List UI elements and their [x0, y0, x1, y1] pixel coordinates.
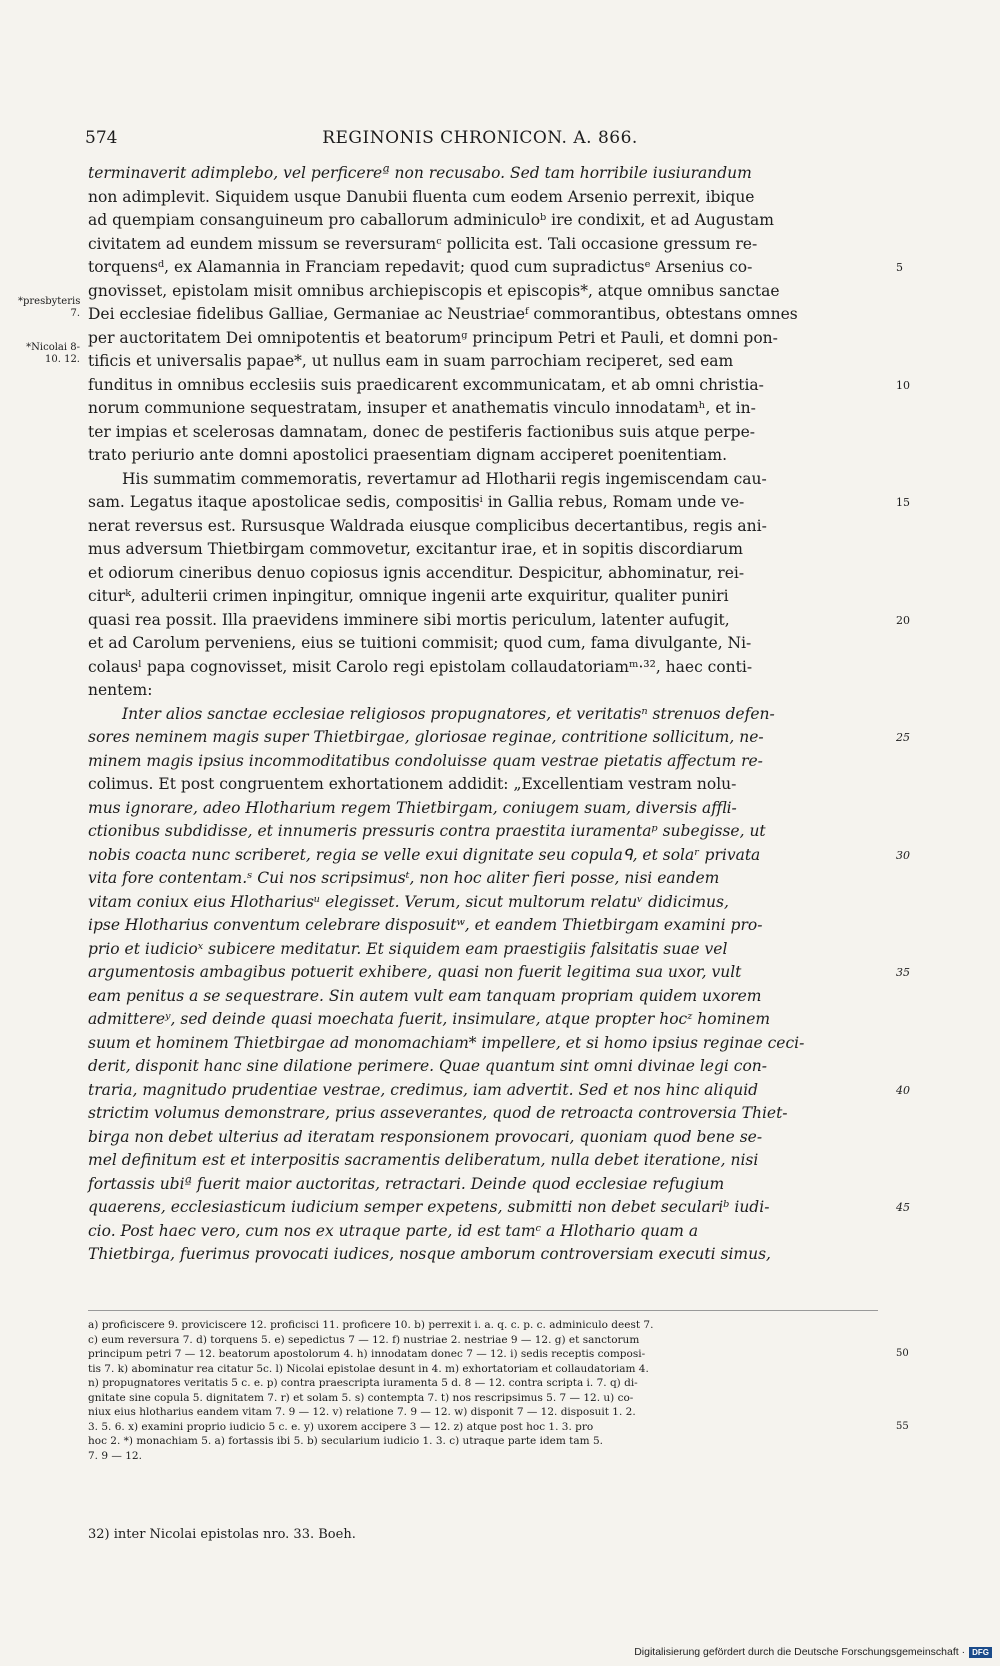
line-text: ter impias et scelerosas damnatam, donec de pestiferis factionibus suis atque perpe- — [88, 422, 756, 441]
line-text: mus adversum Thietbirgam commovetur, excitantur irae, et in sopitis discordiarum — [88, 540, 743, 558]
text-line — [88, 209, 878, 233]
line-text: suum et hominem Thietbirgae ad monomachiam* impellere, et si homo ipsius reginae ceci- — [88, 1033, 805, 1052]
margin-note: *Nicolai 8-10. 12. — [26, 342, 80, 365]
line-text: et ad Carolum perveniens, eius se tuitioni commisit; quod cum, fama divulgante, Ni- — [88, 634, 752, 652]
text-line — [88, 703, 878, 727]
credit-text: Digitalisierung gefördert durch die Deutsche Forschungsgemeinschaft · — [634, 1646, 966, 1658]
apparatus-line — [88, 1405, 878, 1420]
text-line — [88, 867, 878, 891]
line-text: traria, magnitudo prudentiae vestrae, credimus, iam advertit. Sed et nos hinc aliquid — [88, 1080, 759, 1099]
line-number: 55 — [896, 1420, 909, 1432]
line-text: strictim volumus demonstrare, prius asseverantes, quod de retroacta controversia Thiet- — [88, 1104, 788, 1122]
apparatus-text: principum petri 7 — 12. beatorum apostolorum 4. h) innodatam donec 7 — 12. i) sedis receptis composi- — [88, 1348, 646, 1360]
text-line — [88, 985, 878, 1009]
apparatus-text: gnitate sine copula 5. dignitatem 7. r) et solam 5. s) contempta 7. t) nos rescripsimus 5. 7 — 12. u) co- — [88, 1391, 634, 1404]
text-line — [88, 1220, 878, 1244]
text-line — [88, 397, 878, 421]
line-text: nerat reversus est. Rursusque Waldrada eiusque complicibus decertantibus, regis ani- — [88, 516, 767, 535]
text-line — [88, 233, 878, 257]
line-text: norum communione sequestratam, insuper et anathematis vinculo innodatamʰ, et in- — [88, 399, 756, 417]
line-text: non adimplevit. Siquidem usque Danubii fluenta cum eodem Arsenio perrexit, ibique — [88, 187, 755, 206]
text-line — [88, 162, 878, 186]
dfg-logo-icon: DFG — [969, 1647, 992, 1658]
line-number: 20 — [896, 613, 910, 627]
text-line — [88, 726, 910, 750]
text-line — [88, 421, 878, 445]
line-text: sores neminem magis super Thietbirgae, gloriosae reginae, contritione sollicitum, ne- — [88, 728, 764, 746]
text-line — [88, 186, 878, 210]
apparatus-text: niux eius hlotharius eandem vitam 7. 9 — 12. v) relatione 7. 9 — 12. w) disponit 7 — 12. disposuit 1. 2. — [88, 1406, 636, 1418]
margin-note: *presbyteris 7. — [18, 296, 81, 319]
text-line — [88, 444, 878, 468]
apparatus-line — [88, 1362, 878, 1377]
critical-apparatus — [88, 1318, 909, 1463]
text-line — [88, 820, 878, 844]
page-header — [85, 128, 875, 152]
line-text: vitam coniux eius Hlothariusᵘ elegisset. Verum, sicut multorum relatuᵛ didicimus, — [88, 892, 729, 911]
apparatus-line — [88, 1318, 878, 1333]
text-line — [88, 1032, 878, 1056]
text-line — [88, 773, 878, 797]
apparatus-text: 7. 9 — 12. — [88, 1449, 142, 1462]
text-line — [88, 632, 878, 656]
line-text: tificis et universalis papae*, ut nullus eam in suam parrochiam reciperet, sed eam — [88, 352, 734, 370]
apparatus-line — [88, 1434, 878, 1449]
text-line — [88, 656, 878, 680]
line-text: argumentosis ambagibus potuerit exhibere, quasi non fuerit legitima sua uxor, vult — [88, 963, 742, 981]
line-text: colimus. Et post congruentem exhortationem addidit: „Excellentiam vestram nolu- — [88, 775, 737, 793]
line-text: Thietbirga, fuerimus provocati iudices, nosque amborum controversiam executi simus, — [88, 1245, 771, 1263]
apparatus-line — [88, 1347, 909, 1362]
apparatus-line — [88, 1333, 878, 1348]
line-text: vita fore contentam.ˢ Cui nos scripsimusᵗ, non hoc aliter fieri posse, nisi eandem — [88, 869, 720, 887]
text-line — [88, 1243, 878, 1267]
text-line — [88, 256, 903, 280]
line-text: birga non debet ulterius ad iteratam responsionem provocari, quoniam quod bene se- — [88, 1127, 763, 1146]
apparatus-line — [88, 1449, 878, 1464]
divider — [88, 1310, 878, 1311]
apparatus-text: a) proficiscere 9. proviciscere 12. proficisci 11. proficere 10. b) perrexit i. a. q. c. p. c. adminiculo deest 7. — [88, 1319, 654, 1331]
line-number: 30 — [896, 848, 910, 862]
text-line — [88, 491, 910, 515]
text-line — [88, 1173, 878, 1197]
text-line — [88, 891, 878, 915]
line-text: funditus in omnibus ecclesiis suis praedicarent excommunicatam, et ab omni christia- — [88, 375, 764, 394]
line-number: 40 — [896, 1083, 910, 1097]
line-text: civitatem ad eundem missum se reversuramᶜ pollicita est. Tali occasione gressum re- — [88, 234, 758, 253]
text-line — [88, 797, 878, 821]
line-text: terminaverit adimplebo, vel perficereª non recusabo. Sed tam horribile iusiurandum — [88, 164, 752, 182]
line-text: ad quempiam consanguineum pro caballorum adminiculoᵇ ire condixit, et ad Augustam — [88, 211, 774, 229]
apparatus-text: hoc 2. *) monachiam 5. a) fortassis ibi 5. b) secularium iudicio 1. 3. c) utraque parte idem tam 5. — [88, 1435, 603, 1447]
text-line — [88, 327, 878, 351]
line-number: 25 — [896, 731, 910, 744]
line-text: nobis coacta nunc scriberet, regia se velle exui dignitate seu copulaᑫ, et solaʳ privata — [88, 845, 761, 864]
line-text: trato periurio ante domni apostolici praesentiam dignam acciperet poenitentiam. — [88, 446, 728, 464]
line-text: torquensᵈ, ex Alamannia in Franciam repedavit; quod cum supradictusᵉ Arsenius co- — [88, 258, 753, 276]
line-text: His summatim commemoratis, revertamur ad Hlotharii regis ingemiscendam cau- — [122, 469, 767, 488]
text-line — [88, 750, 878, 774]
text-line — [88, 538, 878, 562]
text-line — [88, 585, 878, 609]
line-text: prio et iudicioˣ subicere meditatur. Et siquidem eam praestigiis falsitatis suae vel — [88, 939, 728, 958]
text-line — [88, 280, 878, 304]
text-line — [88, 1079, 910, 1103]
line-text: sam. Legatus itaque apostolicae sedis, compositisⁱ in Gallia rebus, Romam unde ve- — [88, 493, 745, 511]
text-line — [88, 374, 910, 398]
text-line — [88, 844, 910, 868]
line-text: ipse Hlotharius conventum celebrare disposuitʷ, et eandem Thietbirgam examini pro- — [88, 916, 763, 934]
line-number: 45 — [896, 1201, 910, 1214]
line-text: minem magis ipsius incommoditatibus condoluisse quam vestrae pietatis affectum re- — [88, 751, 763, 770]
line-text: eam penitus a se sequestrare. Sin autem vult eam tanquam propriam quidem uxorem — [88, 986, 762, 1005]
apparatus-text: n) propugnatores veritatis 5 c. e. p) contra praescripta iuramenta 5 d. 8 — 12. contra scripta i. 7. q) di- — [88, 1377, 638, 1389]
running-title: REGINONIS CHRONICON. A. 866. — [322, 128, 638, 148]
line-text: gnovisset, epistolam misit omnibus archiepiscopis et episcopis*, atque omnibus sanctae — [88, 281, 780, 300]
apparatus-line — [88, 1376, 878, 1391]
text-line — [88, 515, 878, 539]
line-number: 5 — [896, 261, 903, 274]
line-text: per auctoritatem Dei omnipotentis et beatorumᵍ principum Petri et Pauli, et domni pon- — [88, 328, 778, 347]
text-line — [88, 350, 878, 374]
apparatus-text: 3. 5. 6. x) examini proprio iudicio 5 c. e. y) uxorem accipere 3 — 12. z) atque post hoc 1. 3. pro — [88, 1420, 594, 1433]
apparatus-line — [88, 1420, 909, 1435]
apparatus-text: c) eum reversura 7. d) torquens 5. e) sepedictus 7 — 12. f) nustriae 2. nestriae 9 — 12. g) et sanctorum — [88, 1333, 640, 1346]
line-text: et odiorum cineribus denuo copiosus ignis accenditur. Despicitur, abhominatur, rei- — [88, 563, 745, 582]
text-line — [88, 914, 878, 938]
line-text: citurᵏ, adulterii crimen inpingitur, omnique ingenii arte exquiritur, qualiter puniri — [88, 587, 729, 605]
text-line — [88, 1008, 878, 1032]
line-number: 50 — [896, 1348, 909, 1359]
page-number: 574 — [85, 128, 118, 148]
text-line — [88, 1102, 878, 1126]
footnote: 32) inter Nicolai epistolas nro. 33. Boeh. — [88, 1527, 356, 1542]
text-line — [88, 938, 878, 962]
text-line — [88, 1126, 878, 1150]
line-text: Inter alios sanctae ecclesiae religiosos propugnatores, et veritatisⁿ strenuos defen- — [122, 704, 775, 723]
line-text: derit, disponit hanc sine dilatione perimere. Quae quantum sint omni divinae legi con- — [88, 1057, 768, 1075]
line-text: nentem: — [88, 681, 153, 699]
text-line — [88, 961, 910, 985]
line-text: admittereʸ, sed deinde quasi moechata fuerit, insimulare, atque propter hocᶻ hominem — [88, 1010, 771, 1028]
apparatus-line — [88, 1391, 878, 1406]
text-line — [88, 1196, 910, 1220]
line-number: 15 — [896, 496, 910, 509]
line-text: mel definitum est et interpositis sacramentis deliberatum, nulla debet iteratione, nisi — [88, 1151, 759, 1169]
line-text: Dei ecclesiae fidelibus Galliae, Germaniae ac Neustriaeᶠ commorantibus, obtestans omnes — [88, 305, 798, 323]
text-line — [88, 468, 878, 492]
text-line — [88, 1055, 878, 1079]
line-number: 35 — [896, 966, 910, 979]
line-text: mus ignorare, adeo Hlotharium regem Thietbirgam, coniugem suam, diversis affli- — [88, 798, 737, 817]
main-text — [88, 162, 910, 1267]
line-text: quasi rea possit. Illa praevidens imminere sibi mortis periculum, latenter aufugit, — [88, 610, 730, 629]
text-line — [88, 1149, 878, 1173]
line-text: cio. Post haec vero, cum nos ex utraque parte, id est tamᶜ a Hlothario quam a — [88, 1221, 699, 1240]
line-text: quaerens, ecclesiasticum iudicium semper expetens, submitti non debet seculariᵇ iudi- — [88, 1198, 770, 1216]
line-text: fortassis ubiª fuerit maior auctoritas, retractari. Deinde quod ecclesiae refugium — [88, 1174, 725, 1193]
line-text: ctionibus subdidisse, et innumeris pressuris contra praestita iuramentaᵖ subegisse, ut — [88, 822, 766, 840]
text-line — [88, 562, 878, 586]
text-line — [88, 609, 910, 633]
line-number: 10 — [896, 378, 910, 392]
apparatus-text: tis 7. k) abominatur rea citatur 5c. l) Nicolai epistolae desunt in 4. m) exhortatoriam et collaudatoriam 4. — [88, 1362, 649, 1375]
text-line — [88, 303, 878, 327]
digitization-credit — [634, 1646, 992, 1658]
text-line — [88, 679, 878, 703]
line-text: colausˡ papa cognovisset, misit Carolo regi epistolam collaudatoriamᵐ·³², haec conti- — [88, 657, 753, 676]
